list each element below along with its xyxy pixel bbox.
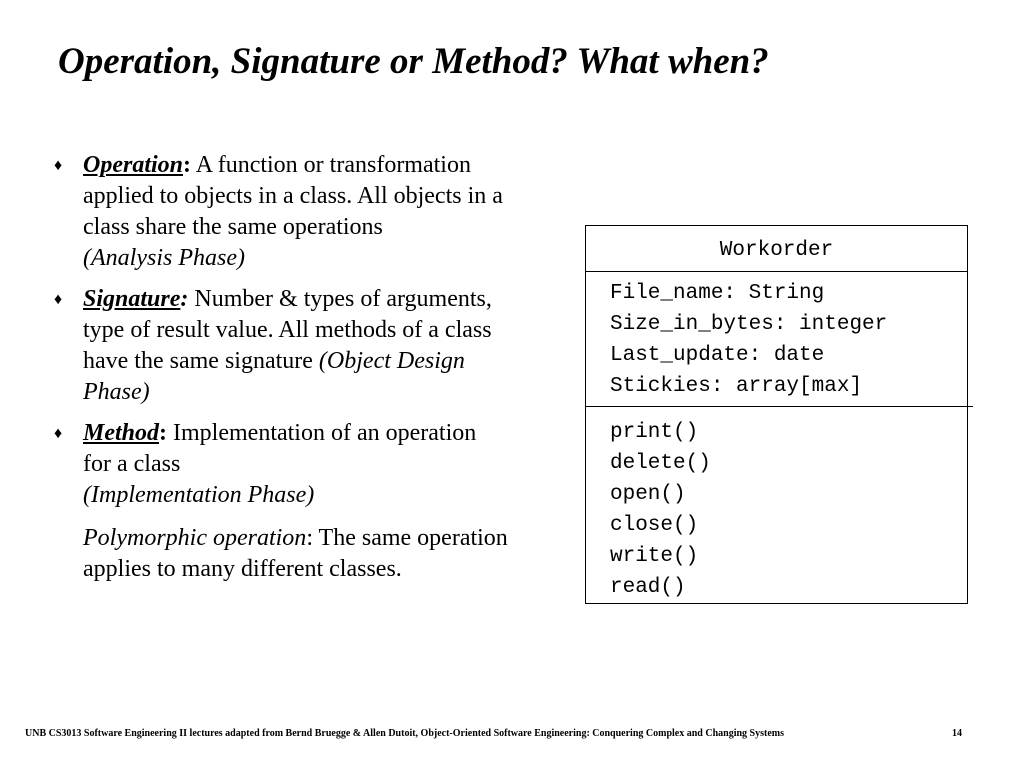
- term-signature: Signature: [83, 286, 181, 312]
- uml-operation: print(): [610, 421, 699, 444]
- polymorphic-text: : The same operation applies to many different classes.: [83, 525, 508, 582]
- bullet-signature: [50, 284, 510, 408]
- term-colon: :: [183, 152, 192, 178]
- uml-class-name: Workorder: [586, 226, 967, 272]
- slide-title: Operation, Signature or Method? What when?: [58, 41, 769, 82]
- definition-text: Number & types of arguments, type of result value. All methods of a class have the same signature: [83, 286, 492, 374]
- uml-attribute: Stickies: array[max]: [610, 375, 863, 398]
- uml-operation: write(): [610, 545, 699, 568]
- definition-text: A function or transformation applied to objects in a class. All objects in a class share the same operations: [83, 152, 503, 240]
- uml-operations: [586, 407, 967, 603]
- phase-label: (Analysis Phase): [83, 245, 245, 271]
- uml-attribute: File_name: String: [610, 282, 825, 305]
- diamond-bullet-icon: ♦: [54, 425, 63, 442]
- uml-class-box: [585, 225, 968, 604]
- bullet-method: [50, 418, 510, 511]
- uml-attribute: Last_update: date: [610, 344, 825, 367]
- definition-text: Implementation of an operation for a class: [83, 420, 477, 477]
- uml-operation: open(): [610, 483, 686, 506]
- phase-label: (Object Design Phase): [83, 348, 465, 405]
- uml-operation: read(): [610, 576, 686, 599]
- page-number: 14: [952, 728, 962, 739]
- uml-operation: delete(): [610, 452, 711, 475]
- uml-attribute: Size_in_bytes: integer: [610, 313, 888, 336]
- term-operation: Operation: [83, 152, 184, 178]
- polymorphic-note: [50, 523, 510, 585]
- phase-label: (Implementation Phase): [83, 482, 315, 508]
- uml-attributes: [586, 272, 973, 407]
- term-method: Method: [83, 420, 160, 446]
- polymorphic-term: Polymorphic operation: [83, 525, 307, 551]
- term-colon: :: [180, 286, 189, 312]
- uml-operation: close(): [610, 514, 699, 537]
- bullet-list: [50, 150, 510, 585]
- diamond-bullet-icon: ♦: [54, 291, 63, 308]
- bullet-operation: [50, 150, 510, 274]
- footer-citation: UNB CS3013 Software Engineering II lectures adapted from Bernd Bruegge & Allen Dutoit, Object-Oriented Software Engineering: Conquering Complex and Changing Systems: [25, 728, 784, 739]
- diamond-bullet-icon: ♦: [54, 157, 63, 174]
- term-colon: :: [159, 420, 168, 446]
